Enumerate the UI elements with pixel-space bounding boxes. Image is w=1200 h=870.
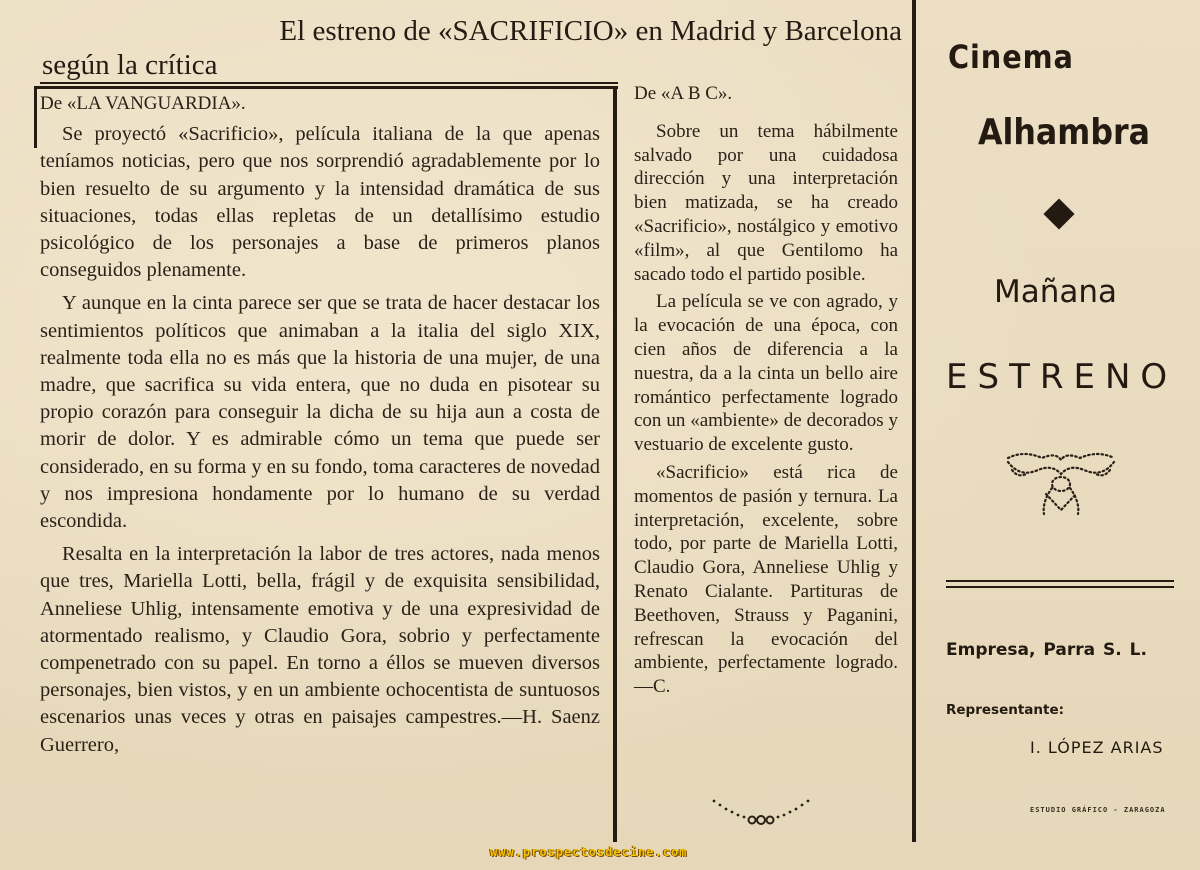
cinema-name: Alhambra — [978, 112, 1150, 153]
estreno-label: ESTRENO — [946, 357, 1178, 397]
review-source: De «A B C». — [634, 83, 733, 104]
printer-credit: ESTUDIO GRÁFICO - ZARAGOZA — [1030, 806, 1166, 814]
diamond-icon — [1043, 198, 1074, 229]
review-paragraph: Se proyectó «Sacrificio», película italiana de la que apenas teníamos noticias, pero que nos sorprendió agradablemente por lo bien resuelto de su argumento y la intensidad dramática de sus situaciones, todas ellas repletas de un detallísimo estudio psicológico de los personajes a base de primeros planos conseguidos plenamente. — [40, 123, 600, 282]
column-divider — [613, 86, 617, 842]
left-box-left-rule — [34, 86, 37, 148]
representante-label: Representante: — [946, 702, 1065, 718]
review-paragraph: «Sacrificio» está rica de momentos de pasión y ternura. La interpretación, excelente, sobre todo, por parte de Mariella Lotti, Claudio Gora, Anneliese Uhlig y Renato Cialante. Partituras de Beethoven, Strauss y Paganini, refrescan la evocación del ambiente, perfectamente logrado.—C. — [634, 461, 898, 698]
manana-label: Mañana — [994, 274, 1118, 310]
watermark-url: www.prospectosdecine.com — [490, 845, 688, 859]
left-box-top-rule — [34, 86, 618, 89]
empresa-text: Empresa, Parra S. L. — [946, 640, 1147, 660]
review-paragraph: Sobre un tema hábilmente salvado por una cuidadosa dirección y una interpretación bien matizada, se ha creado «Sacrificio», nostálgico y emotivo «film», al que Gentilomo ha sacado todo el partido posible. — [634, 120, 898, 285]
headline-line-2: según la crítica — [42, 49, 218, 81]
ornament-garland-icon — [706, 795, 816, 831]
headline — [40, 14, 910, 82]
sidebar-divider — [912, 0, 916, 842]
review-paragraph: Resalta en la interpretación la labor de tres actores, nada menos que tres, Mariella Lotti, bella, frágil y de exquisita sensibilidad, Anneliese Uhlig, intensamente emotiva y de una expresividad de atormentado realismo, y Claudio Gora, sobrio y perfectamente compenetrado con su papel. En torno a éllos se mueven diversos personajes, bien vistos, y en un ambiente ochocentista de suntuosos escenarios unas veces y otras en paisajes campestres.—H. Saenz Guerrero, — [40, 543, 600, 756]
sidebar — [930, 0, 1200, 870]
review-paragraph: La película se ve con agrado, y la evocación de una época, con cien años de diferencia a la nuestra, da a la cinta un bello aire romántico perfectamente logrado con un «ambiente» de decorados y vestuario de excelente gusto. — [634, 291, 898, 456]
ornament-bow-icon — [1004, 448, 1118, 520]
headline-line-1: El estreno de «SACRIFICIO» en Madrid y Barcelona — [279, 15, 902, 47]
headline-underline — [40, 82, 618, 84]
review-la-vanguardia — [40, 90, 600, 765]
review-paragraph: Y aunque en la cinta parece ser que se trata de hacer destacar los sentimientos políticos que animaban a la italia del siglo XIX, realmente toda ella no es más que la historia de una mujer, de una madre, que sacrifica su vida entera, que no duda en pisotear su propio corazón para conseguir la dicha de su hija aun a costa de morir de dolor. Y es admirable cómo un tema que puede ser considerado, en su forma y en su fondo, toma caracteres de novedad y nos impresiona hondamente por lo humano de su verdad escondida. — [40, 292, 600, 533]
review-source: De «LA VANGUARDIA». — [40, 93, 246, 114]
cinema-label: Cinema — [948, 38, 1074, 76]
review-abc — [634, 82, 898, 703]
representante-name: I. LÓPEZ ARIAS — [1030, 738, 1164, 757]
